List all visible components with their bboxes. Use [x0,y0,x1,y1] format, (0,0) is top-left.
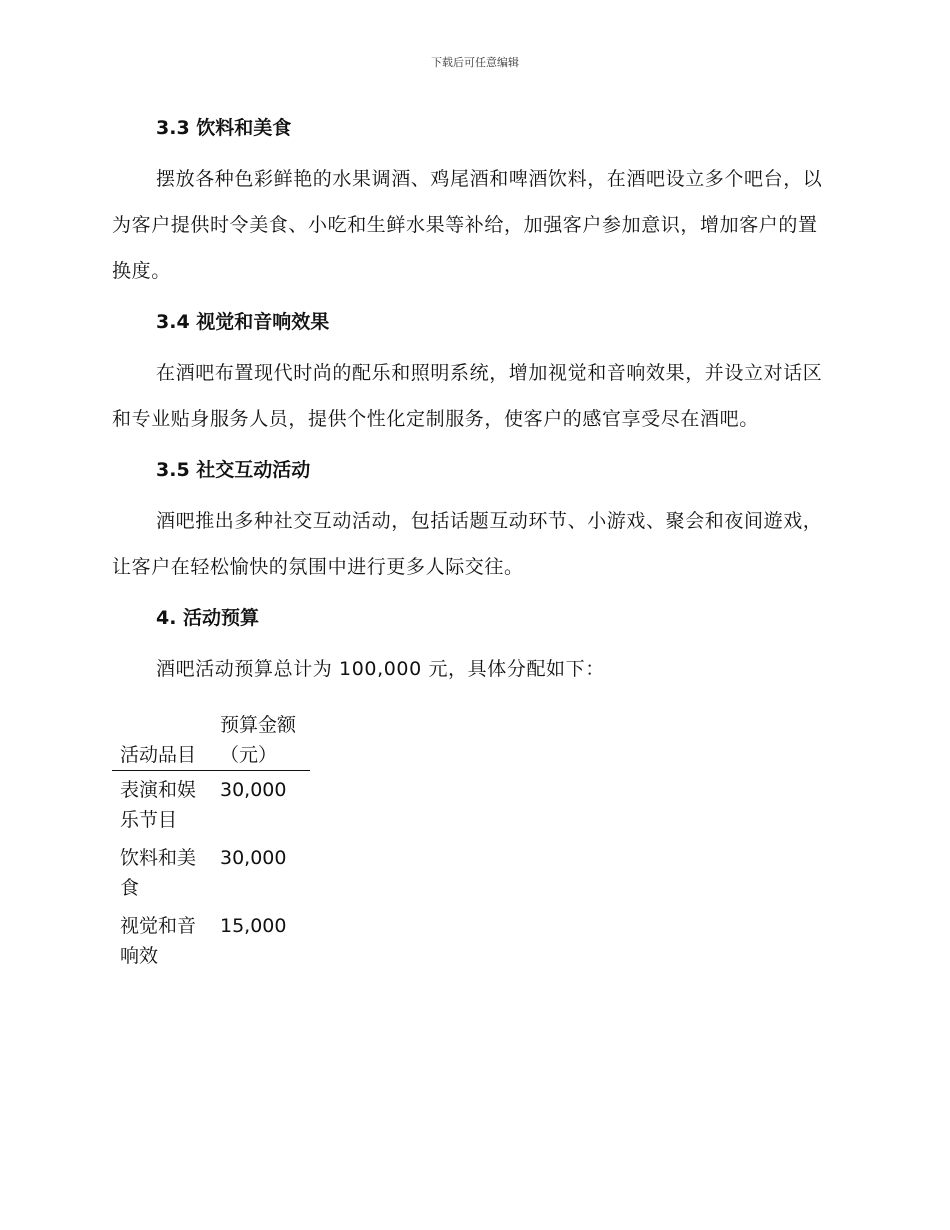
table-cell-item: 视觉和音响效 [120,915,197,967]
section-paragraph: 酒吧活动预算总计为 100,000 元，具体分配如下： [156,658,605,680]
budget-table [112,710,310,975]
section-heading: 3.3 饮料和美食 [156,117,292,139]
section-heading: 4. 活动预算 [156,607,260,629]
section-3-4 [112,304,832,442]
section-3-5 [112,452,832,590]
table-row [112,907,310,975]
section-paragraph: 酒吧推出多种社交互动活动，包括话题互动环节、小游戏、聚会和夜间遊戏，让客户在轻松愉快的氛围中进行更多人际交往。 [112,510,823,578]
column-header-item: 活动品目 [120,744,197,766]
section-4 [112,600,832,692]
section-heading: 3.5 社交互动活动 [156,459,311,481]
table-cell-item: 表演和娱乐节目 [120,779,197,831]
table-cell-item: 饮料和美食 [120,847,197,899]
section-3-3 [112,110,832,294]
table-row [112,771,310,840]
column-header-amount: 预算金额（元） [220,714,297,766]
table-row [112,839,310,907]
table-cell-amount: 15,000 [220,915,287,937]
document-body [112,110,832,975]
section-heading: 3.4 视觉和音响效果 [156,311,330,333]
table-header-row [112,710,310,771]
section-paragraph: 在酒吧布置现代时尚的配乐和照明系统，增加视觉和音响效果，并设立对话区和专业贴身服务人员，提供个性化定制服务，使客户的感官享受尽在酒吧。 [112,362,823,430]
table-cell-amount: 30,000 [220,847,287,869]
section-paragraph: 摆放各种色彩鲜艳的水果调酒、鸡尾酒和啤酒饮料，在酒吧设立多个吧台，以为客户提供时令美食、小吃和生鲜水果等补给，加强客户参加意识，增加客户的置换度。 [112,168,823,282]
page-header: 下载后可任意编辑 [431,56,519,69]
table-cell-amount: 30,000 [220,779,287,801]
